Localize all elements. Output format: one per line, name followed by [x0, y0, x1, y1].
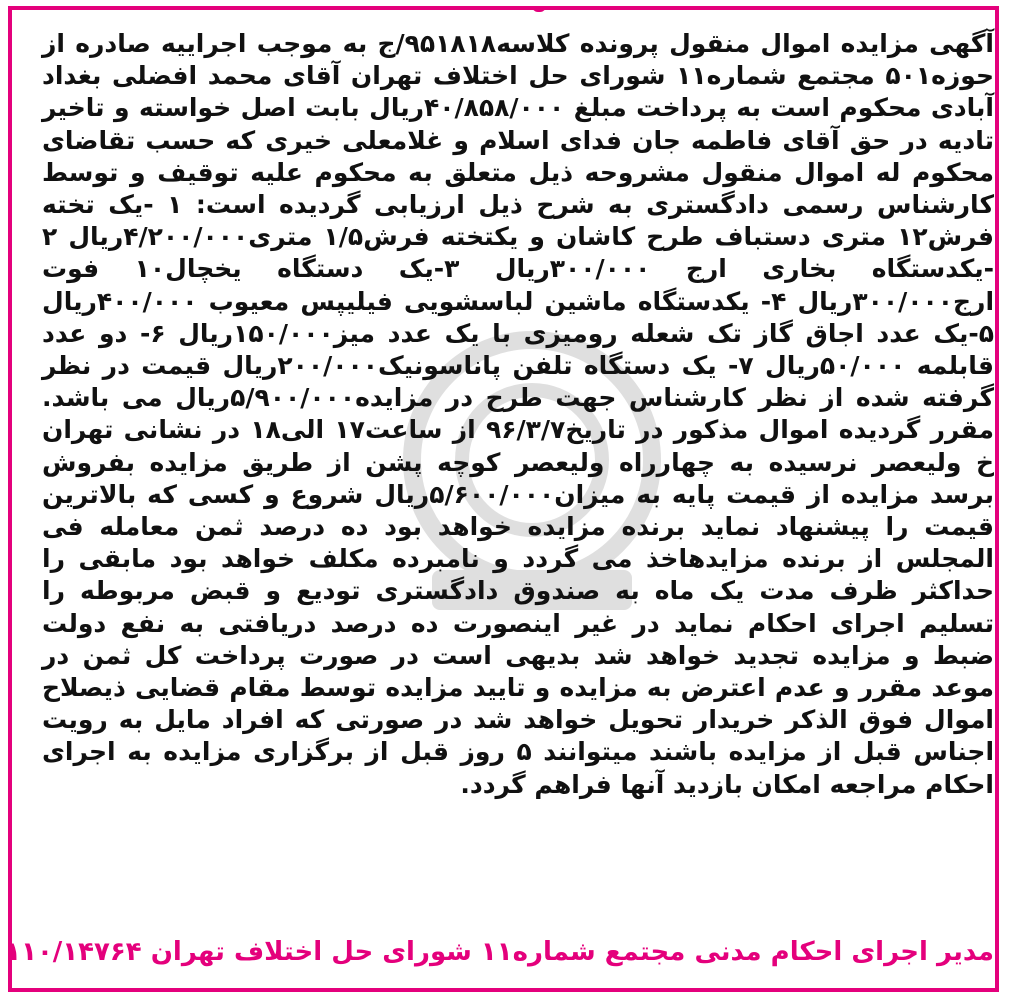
- top-decoration: [532, 6, 546, 12]
- signature-line: [5, 932, 994, 972]
- notice-frame: [5, 6, 999, 992]
- notice-body: آگهی مزایده اموال منقول پرونده کلاسه۹۵۱۸۱۸/ج به موجب اجراییه صادره از حوزه۵۰۱ مجتمع شماره۱۱ شورای حل اختلاف تهران آقای محمد افضلی بغداد آبادی محکوم است به پرداخت مبلغ ۴۰/۸۵۸/۰۰۰ریال بابت اصل خواسته و تاخیر تادیه در حق آقای فاطمه جان فدای اسلام و غلامعلی خیری که حسب تقاضای محکوم له اموال منقول مشروحه ذیل متعلق به محکوم علیه توقیف و توسط کارشناس رسمی دادگستری به شرح ذیل ارزیابی گردیده است: ۱ -یک تخته فرش۱۲ متری دستباف طرح کاشان و یکتخته فرش۱/۵ متری۴/۲۰۰/۰۰۰ریال ۲ -یکدستگاه بخاری ارج ۳۰۰/۰۰۰ریال ۳-یک دستگاه یخچال۱۰ فوت ارج۳۰۰/۰۰۰ریال ۴- یکدستگاه ماشین لباسشویی فیلیپس معیوب ۴۰۰/۰۰۰ریال ۵-یک عدد اجاق گاز تک شعله رومیزی با یک عدد میز۱۵۰/۰۰۰ریال ۶- دو عدد قابلمه ۵۰/۰۰۰ریال ۷- یک دستگاه تلفن پاناسونیک۲۰۰/۰۰۰ریال قیمت در نظر گرفته شده از نظر کارشناس جهت طرح در مزایده۵/۹۰۰/۰۰۰ریال می باشد. مقرر گردیده اموال مذکور در تاریخ۹۶/۳/۷ از ساعت۱۷ الی۱۸ در نشانی تهران خ ولیعصر نرسیده به چهارراه ولیعصر کوچه پشن از طریق مزایده بفروش برسد مزایده از قیمت پایه به میزان۵/۶۰۰/۰۰۰ریال شروع و کسی که بالاترین قیمت را پیشنهاد نماید برنده مزایده خواهد بود ده درصد ثمن معامله فی المجلس از برنده مزایدهاخذ می گردد و نامبرده مکلف خواهد بود مابقی را حداکثر ظرف مدت یک ماه به صندوق دادگستری تودیع و قبض مربوطه را تسلیم اجرای احکام نماید در غیر اینصورت ده درصد دریافتی به نفع دولت ضبط و مزایده تجدید خواهد شد بدیهی است در صورت پرداخت کل ثمن در موعد مقرر و عدم اعترض به مزایده و تایید مزایده توسط مقام قضایی ذیصلاح اموال فوق الذکر خریدار تحویل خواهد شد در صورتی که افراد مایل به رویت اجناس قبل از مزایده باشند میتوانند ۵ روز قبل از برگزاری مزایده به اجرای احکام مراجعه امکان بازدید آنها فراهم گردد.: [42, 29, 995, 799]
- notice-number: ۱۱۰/۱۴۷۶۴: [5, 937, 142, 967]
- signature-title: مدیر اجرای احکام مدنی مجتمع شماره۱۱ شورای حل اختلاف تهران: [150, 937, 994, 967]
